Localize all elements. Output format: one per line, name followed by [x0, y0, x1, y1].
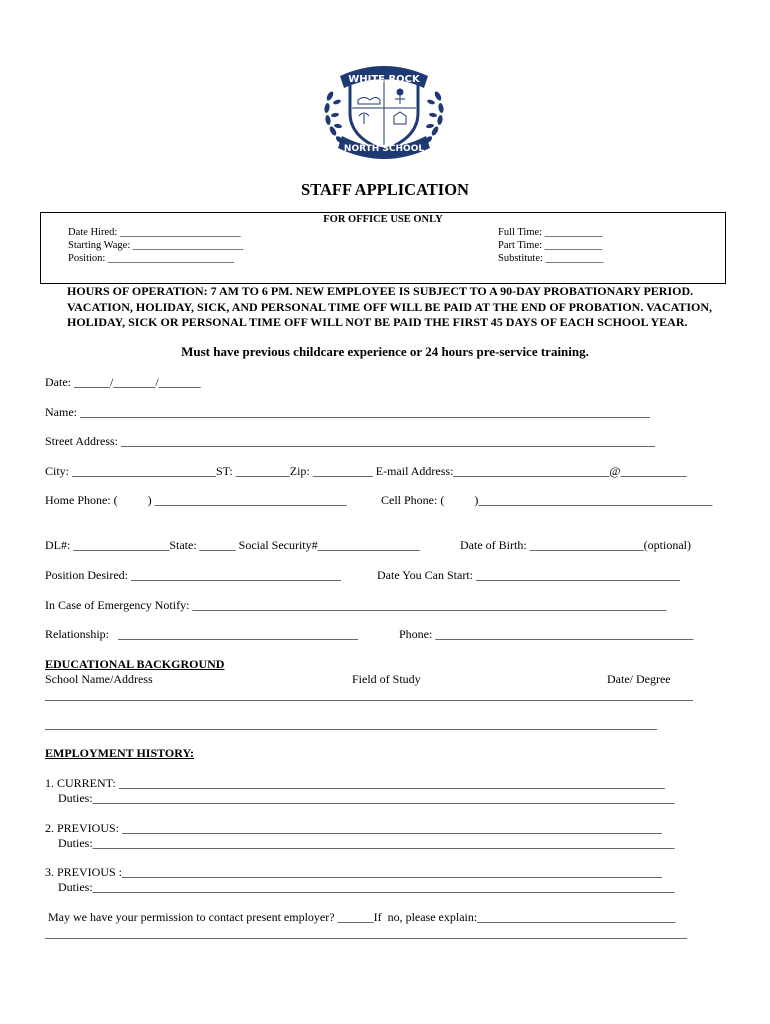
education-line[interactable]: ______________________________________________________________________________________________________ — [45, 717, 657, 731]
relationship-field[interactable]: Relationship: ________________________________________ — [45, 627, 358, 641]
education-col-field: Field of Study — [352, 672, 421, 686]
start-date-field[interactable]: Date You Can Start: __________________________________ — [377, 568, 680, 582]
logo-top-text: WHITE ROCK — [348, 74, 420, 85]
previous-employer-1-field[interactable]: 2. PREVIOUS: __________________________________________________________________________________________ — [45, 821, 663, 835]
education-col-school: School Name/Address — [45, 672, 153, 686]
education-col-degree: Date/ Degree — [607, 672, 671, 686]
name-field[interactable]: Name: _______________________________________________________________________________________________ — [45, 405, 650, 419]
previous-duties-1-field[interactable]: Duties:_________________________________________________________________________________________________ — [58, 836, 675, 850]
emergency-phone-field[interactable]: Phone: ___________________________________________ — [399, 627, 694, 641]
emergency-contact-field[interactable]: In Case of Emergency Notify: _______________________________________________________________________________ — [45, 598, 667, 612]
substitute-field[interactable]: Substitute: ___________ — [498, 253, 604, 264]
explanation-line[interactable]: ___________________________________________________________________________________________________________ — [45, 926, 687, 940]
position-field[interactable]: Position: ________________________ — [68, 253, 234, 264]
requirement-notice: Must have previous childcare experience or 24 hours pre-service training. — [181, 344, 589, 359]
part-time-field[interactable]: Part Time: ___________ — [498, 240, 603, 251]
contact-permission-field[interactable]: May we have your permission to contact present employer? ______If no, please explain:_________________________________ — [48, 910, 676, 924]
date-field[interactable]: Date: ______/_______/_______ — [45, 375, 201, 389]
street-address-field[interactable]: Street Address: _________________________________________________________________________________________ — [45, 434, 655, 448]
full-time-field[interactable]: Full Time: ___________ — [498, 227, 603, 238]
logo-bottom-text: NORTH SCHOOL — [343, 144, 425, 154]
starting-wage-field[interactable]: Starting Wage: _____________________ — [68, 240, 244, 251]
school-logo — [318, 58, 450, 162]
current-employer-field[interactable]: 1. CURRENT: ___________________________________________________________________________________________ — [45, 776, 665, 790]
previous-duties-2-field[interactable]: Duties:_________________________________________________________________________________________________ — [58, 880, 675, 894]
dl-ssn-field[interactable]: DL#: ________________State: ______ Social Security#_________________ — [45, 538, 420, 552]
cell-phone-field[interactable]: Cell Phone: ( )_______________________________________ — [381, 493, 713, 507]
education-heading: EDUCATIONAL BACKGROUND — [45, 657, 225, 671]
date-hired-field[interactable]: Date Hired: _______________________ — [68, 227, 241, 238]
office-use-heading: FOR OFFICE USE ONLY — [323, 214, 443, 225]
education-line[interactable]: ____________________________________________________________________________________________________________ — [45, 688, 693, 702]
date-of-birth-field[interactable]: Date of Birth: ___________________(optional) — [460, 538, 691, 552]
city-state-zip-email-field[interactable]: City: ________________________ST: _________Zip: __________ E-mail Address:__________________________@___________ — [45, 464, 687, 478]
home-phone-field[interactable]: Home Phone: ( ) ________________________________ — [45, 493, 347, 507]
office-use-box — [40, 212, 726, 284]
figure-icon — [397, 89, 403, 95]
previous-employer-2-field[interactable]: 3. PREVIOUS :__________________________________________________________________________________________ — [45, 865, 663, 879]
hours-notice: HOURS OF OPERATION: 7 AM TO 6 PM. NEW EMPLOYEE IS SUBJECT TO A 90-DAY PROBATIONARY PERIOD. VACATION, HOLIDAY, SICK, AND PERSONAL TIME OFF WILL BE PAID AT THE END OF PROBATION. VACATION, HOLIDAY, SICK OR PERSONAL TIME OFF WILL NOT BE PAID THE FIRST 45 DAYS OF EACH SCHOOL YEAR. — [67, 284, 713, 329]
employment-heading: EMPLOYMENT HISTORY: — [45, 746, 195, 760]
position-desired-field[interactable]: Position Desired: ___________________________________ — [45, 568, 341, 582]
page-title: STAFF APPLICATION — [301, 180, 469, 199]
current-duties-field[interactable]: Duties:_________________________________________________________________________________________________ — [58, 791, 675, 805]
